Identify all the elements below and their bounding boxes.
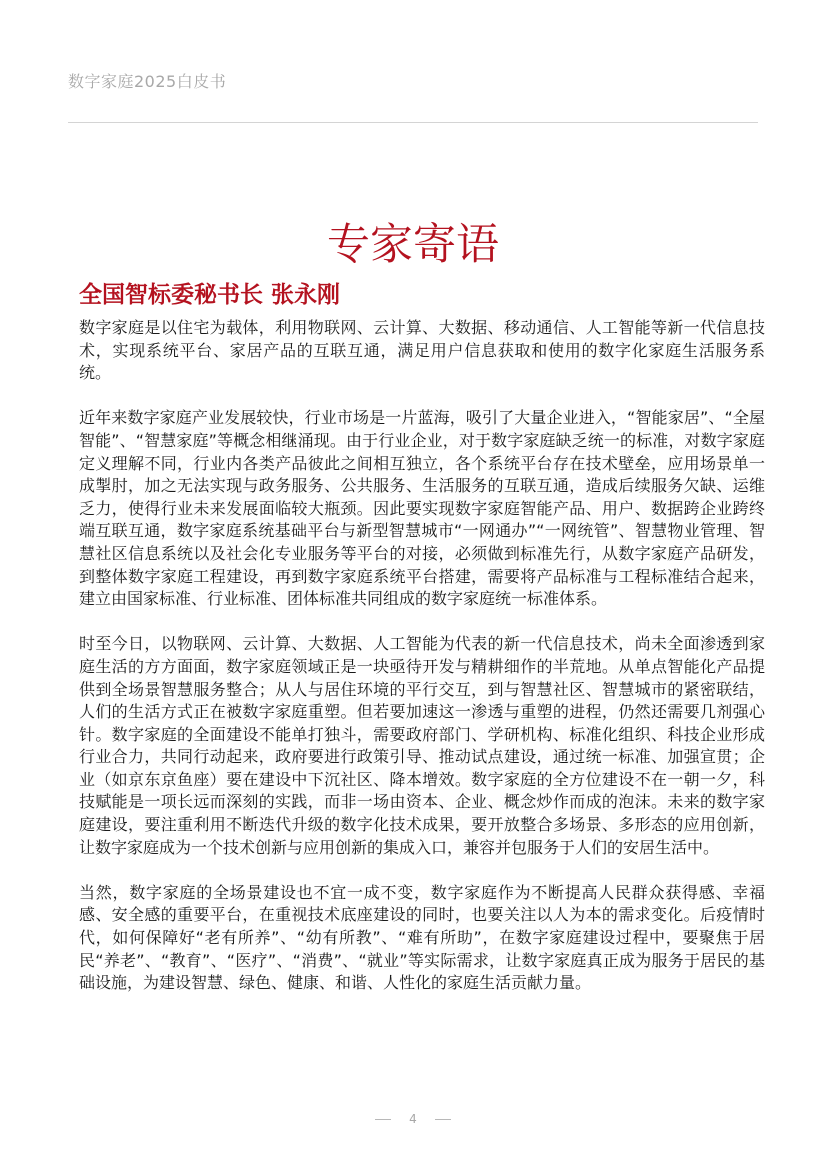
paragraph-4: 当然，数字家庭的全场景建设也不宜一成不变，数字家庭作为不断提高人民群众获得感、幸福感、安全感的重要平台，在重视技术底座建设的同时，也要关注以人为本的需求变化。后疫情时代，如何保障好“老有所养”、“幼有所教”、“难有所助”，在数字家庭建设过程中，要聚焦于居民“养老”、“教育”、“医疗”、“消费”、“就业”等实际需求，让数字家庭真正成为服务于居民的基础设施，为建设智慧、绿色、健康、和谐、人性化的家庭生活贡献力量。 bbox=[79, 882, 765, 993]
paragraph-2: 近年来数字家庭产业发展较快，行业市场是一片蓝海，吸引了大量企业进入，“智能家居”、“全屋智能”、“智慧家庭”等概念相继涌现。由于行业企业，对于数字家庭缺乏统一的标准，对数字家庭定义理解不同，行业内各类产品彼此之间相互独立，各个系统平台存在技术壁垒，应用场景单一成掣肘，加之无法实现与政务服务、公共服务、生活服务的互联互通，造成后续服务欠缺、运维乏力，使得行业未来发展面临较大瓶颈。因此要实现数字家庭智能产品、用户、数据跨企业跨终端互联互通，数字家庭系统基础平台与新型智慧城市“一网通办”“一网统管”、智慧物业管理、智慧社区信息系统以及社会化专业服务等平台的对接，必须做到标准先行，从数字家庭产品研发，到整体数字家庭工程建设，再到数字家庭系统平台搭建，需要将产品标准与工程标准结合起来，建立由国家标准、行业标准、团体标准共同组成的数字家庭统一标准体系。 bbox=[79, 408, 765, 609]
article-body bbox=[79, 317, 765, 1017]
footer-dash-left bbox=[375, 1119, 391, 1120]
page-number: 4 bbox=[409, 1112, 417, 1126]
footer-dash-right bbox=[435, 1119, 451, 1120]
paragraph-1: 数字家庭是以住宅为载体，利用物联网、云计算、大数据、移动通信、人工智能等新一代信息技术，实现系统平台、家居产品的互联互通，满足用户信息获取和使用的数字化家庭生活服务系统。 bbox=[79, 318, 765, 383]
header-divider bbox=[68, 122, 758, 123]
running-header: 数字家庭2025白皮书 bbox=[68, 72, 227, 91]
author-heading: 全国智标委秘书长 张永刚 bbox=[79, 282, 341, 308]
paragraph-3: 时至今日，以物联网、云计算、大数据、人工智能为代表的新一代信息技术，尚未全面渗透到家庭生活的方方面面，数字家庭领域正是一块亟待开发与精耕细作的半荒地。从单点智能化产品提供到全场景智慧服务整合；从人与居住环境的平行交互，到与智慧社区、智慧城市的紧密联结，人们的生活方式正在被数字家庭重塑。但若要加速这一渗透与重塑的进程，仍然还需要几剂强心针。数字家庭的全面建设不能单打独斗，需要政府部门、学研机构、标准化组织、科技企业形成行业合力，共同行动起来，政府要进行政策引导、推动试点建设，通过统一标准、加强宣贯；企业（如京东京鱼座）要在建设中下沉社区、降本增效。数字家庭的全方位建设不在一朝一夕，科技赋能是一项长远而深刻的实践，而非一场由资本、企业、概念炒作而成的泡沫。未来的数字家庭建设，要注重利用不断迭代升级的数字化技术成果，要开放整合多场景、多形态的应用创新，让数字家庭成为一个技术创新与应用创新的集成入口，兼容并包服务于人们的安居生活中。 bbox=[79, 634, 765, 857]
section-title: 专家寄语 bbox=[327, 219, 499, 270]
page-footer bbox=[0, 1112, 826, 1126]
